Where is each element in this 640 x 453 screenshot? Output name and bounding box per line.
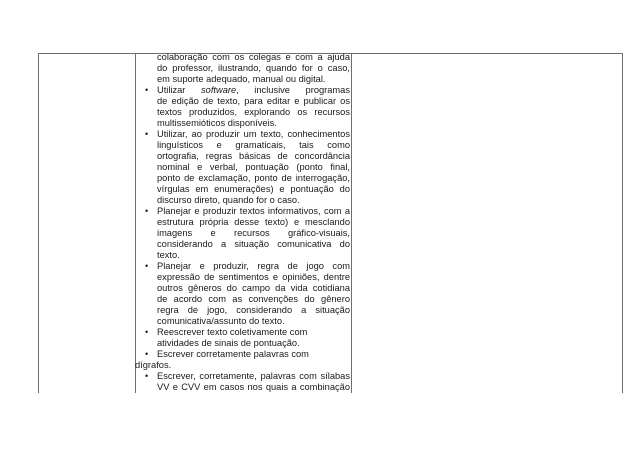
line-text-emphasis: software <box>201 85 237 95</box>
text-line <box>135 140 350 151</box>
text-line <box>135 283 350 294</box>
line-text: considerando a situação comunicativa do <box>157 239 350 249</box>
bullet-line <box>135 371 350 382</box>
text-line <box>135 228 350 239</box>
line-text: ortografia, regras básicas de concordância <box>157 151 350 161</box>
line-text: do professor, ilustrando, quando for o caso, <box>157 63 350 73</box>
bullet-icon: • <box>145 371 149 381</box>
text-line <box>135 52 350 63</box>
line-text: imagens e recursos gráfico-visuais, <box>157 228 350 238</box>
line-text: regra de jogo, considerando a situação <box>157 305 350 315</box>
bullet-icon: • <box>145 327 149 337</box>
line-text: Planejar e produzir, regra de jogo com <box>157 261 350 271</box>
text-line <box>135 360 350 371</box>
line-text: Escrever, corretamente, palavras com sílabas <box>157 371 350 381</box>
text-line <box>135 107 350 118</box>
bullet-line <box>135 129 350 140</box>
text-line <box>135 217 350 228</box>
bullet-line <box>135 206 350 217</box>
text-line <box>135 173 350 184</box>
bullet-icon: • <box>145 85 149 95</box>
bullet-line <box>135 261 350 272</box>
text-line <box>135 272 350 283</box>
line-text: de acordo com as convenções do gênero <box>157 294 350 304</box>
line-text-pre: Utilizar <box>157 85 201 95</box>
table-cell-content <box>135 52 350 392</box>
line-text: outros gêneros do campo da vida cotidiana <box>157 283 350 293</box>
line-text: multissemióticos disponíveis. <box>157 118 277 128</box>
table-border-left <box>38 53 39 393</box>
text-line <box>135 195 350 206</box>
line-text: nominal e verbal, pontuação (ponto final, <box>157 162 350 172</box>
text-line <box>135 74 350 85</box>
line-text: dígrafos. <box>135 360 172 370</box>
text-line <box>135 316 350 327</box>
text-line <box>135 250 350 261</box>
line-text: texto. <box>157 250 180 260</box>
line-text: textos produzidos, explorando os recursos <box>157 107 350 117</box>
text-line <box>135 162 350 173</box>
line-text: discurso direto, quando for o caso. <box>157 195 300 205</box>
bullet-icon: • <box>145 206 149 216</box>
line-text: vírgulas em enumerações) e pontuação do <box>157 184 350 194</box>
line-text: Utilizar, ao produzir um texto, conhecimentos <box>157 129 350 139</box>
bullet-icon: • <box>145 349 149 359</box>
table-border-right <box>622 53 623 393</box>
line-text <box>157 85 350 96</box>
line-text: de edição de texto, para editar e publicar os <box>157 96 350 106</box>
text-line <box>135 338 350 349</box>
line-text: Escrever corretamente palavras com <box>157 349 309 359</box>
bullet-line <box>135 349 350 360</box>
line-text: ponto de exclamação, ponto de interrogação, <box>157 173 350 183</box>
text-line <box>135 294 350 305</box>
line-text-post: , inclusive programas <box>236 85 350 95</box>
line-text: atividades de sinais de pontuação. <box>157 338 300 348</box>
text-line <box>135 184 350 195</box>
text-line <box>135 151 350 162</box>
line-text: VV e CVV em casos nos quais a combinação <box>157 382 350 392</box>
table-column-divider-2 <box>351 53 352 393</box>
text-line <box>135 118 350 129</box>
line-text: comunicativa/assunto do texto. <box>157 316 285 326</box>
bullet-icon: • <box>145 261 149 271</box>
line-text: linguísticos e gramaticais, tais como <box>157 140 350 150</box>
bullet-line <box>135 85 350 96</box>
line-text: Planejar e produzir textos informativos, com a <box>157 206 350 216</box>
line-text: expressão de sentimentos e opiniões, dentre <box>157 272 350 282</box>
line-text: Reescrever texto coletivamente com <box>157 327 308 337</box>
text-line <box>135 96 350 107</box>
line-text: estrutura própria desse texto) e mesclando <box>157 217 350 227</box>
text-line <box>135 305 350 316</box>
text-line <box>135 382 350 392</box>
text-line <box>135 63 350 74</box>
bullet-icon: • <box>145 129 149 139</box>
line-text: colaboração com os colegas e com a ajuda <box>157 52 350 62</box>
bullet-line <box>135 327 350 338</box>
line-text: em suporte adequado, manual ou digital. <box>157 74 326 84</box>
text-line <box>135 239 350 250</box>
